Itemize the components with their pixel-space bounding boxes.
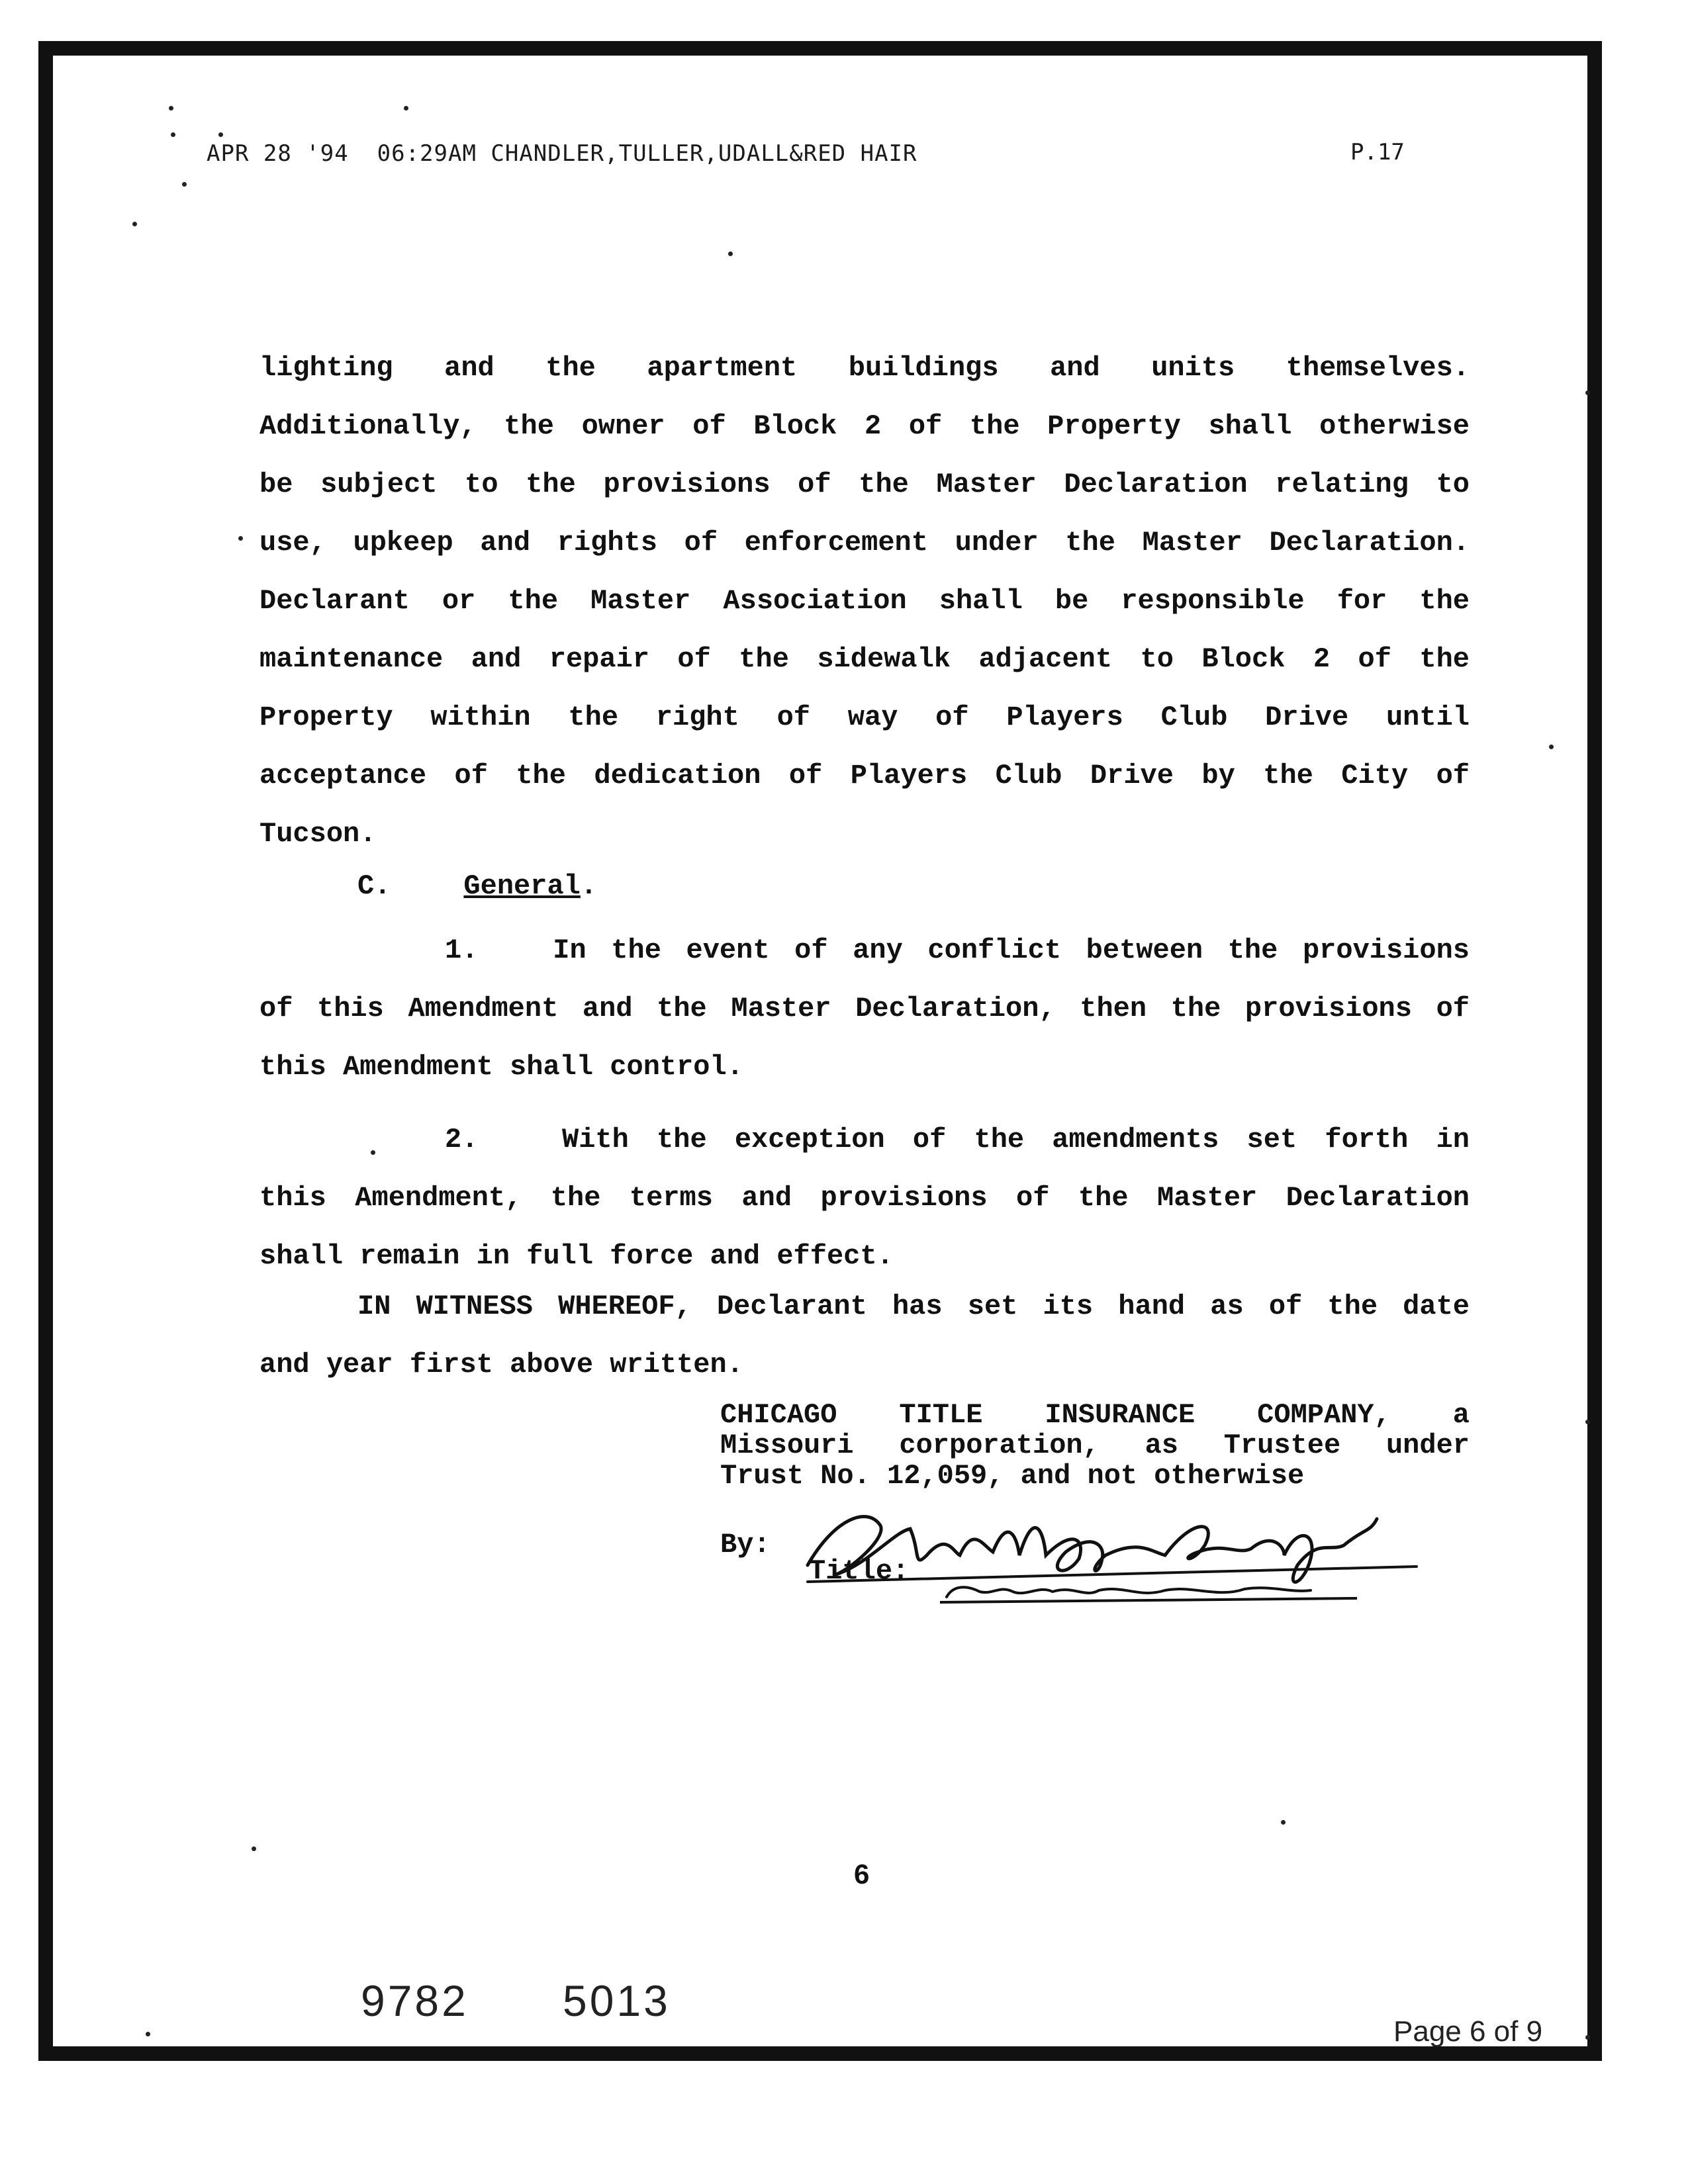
scan-speck: [728, 251, 733, 256]
company-line: Missouri corporation, as Trustee under: [720, 1430, 1470, 1461]
document-code-left: 9782: [361, 1976, 469, 2025]
section-letter: C.: [357, 870, 391, 902]
scan-speck: [1585, 1420, 1590, 1424]
paragraph-top: [259, 339, 1470, 863]
text-line: shall remain in full force and effect.: [259, 1240, 894, 1272]
text-line: IN WITNESS WHEREOF, Declarant has set its hand as of the date: [357, 1291, 1470, 1322]
company-block: [720, 1400, 1470, 1491]
title-label: Title:: [809, 1555, 910, 1587]
by-label: By:: [720, 1529, 771, 1561]
fax-page-number: P.17: [1350, 139, 1405, 165]
text-line: of this Amendment and the Master Declaration, then the provisions of: [259, 993, 1470, 1024]
section-title: General: [463, 870, 581, 902]
text-line: 1. In the event of any conflict between the provisions: [445, 934, 1470, 966]
scan-speck: [1585, 390, 1590, 395]
document-code-right: 5013: [563, 1976, 671, 2025]
scan-speck: [1549, 745, 1554, 749]
scan-speck: [252, 1846, 256, 1851]
handwritten-signature: [794, 1492, 1443, 1605]
text-line: use, upkeep and rights of enforcement under the Master Declaration.: [259, 527, 1470, 559]
company-line: CHICAGO TITLE INSURANCE COMPANY, a: [720, 1399, 1470, 1431]
scan-speck: [132, 222, 137, 226]
company-line: Trust No. 12,059, and not otherwise: [720, 1460, 1305, 1492]
text-line: Additionally, the owner of Block 2 of the Property shall otherwise: [259, 410, 1470, 442]
text-line: be subject to the provisions of the Master Declaration relating to: [259, 469, 1470, 500]
scan-speck: [182, 182, 187, 187]
page-number: 6: [854, 1858, 870, 1889]
scan-speck: [171, 132, 175, 137]
text-line: and year first above written.: [259, 1349, 743, 1381]
section-heading: [357, 870, 597, 902]
text-line: lighting and the apartment buildings and units themselves.: [259, 352, 1470, 384]
scan-speck: [371, 1150, 375, 1155]
scan-speck: [169, 106, 173, 111]
scan-speck: [146, 2032, 150, 2036]
item-1: [259, 921, 1470, 1096]
text-line: acceptance of the dedication of Players Club Drive by the City of: [259, 760, 1470, 792]
item-2: [259, 1111, 1470, 1285]
scan-speck: [1585, 2035, 1590, 2040]
fax-header: APR 28 '94 06:29AM CHANDLER,TULLER,UDALL&RED HAIR: [207, 140, 917, 167]
scan-speck: [238, 536, 243, 541]
text-line: Declarant or the Master Association shall be responsible for the: [259, 585, 1470, 617]
text-line: Property within the right of way of Players Club Drive until: [259, 702, 1470, 733]
text-line: maintenance and repair of the sidewalk adjacent to Block 2 of the: [259, 643, 1470, 675]
section-period: .: [580, 870, 598, 902]
text-line: Tucson.: [259, 818, 377, 850]
scan-speck: [1281, 1820, 1286, 1825]
text-line: this Amendment, the terms and provisions of the Master Declaration: [259, 1182, 1470, 1214]
scan-speck: [404, 106, 408, 111]
scan-speck: [218, 132, 223, 137]
text-line: 2. With the exception of the amendments set forth in: [445, 1124, 1470, 1156]
text-line: this Amendment shall control.: [259, 1051, 743, 1083]
page-of-label: Page 6 of 9: [1393, 2015, 1543, 2048]
witness-paragraph: [259, 1277, 1470, 1394]
